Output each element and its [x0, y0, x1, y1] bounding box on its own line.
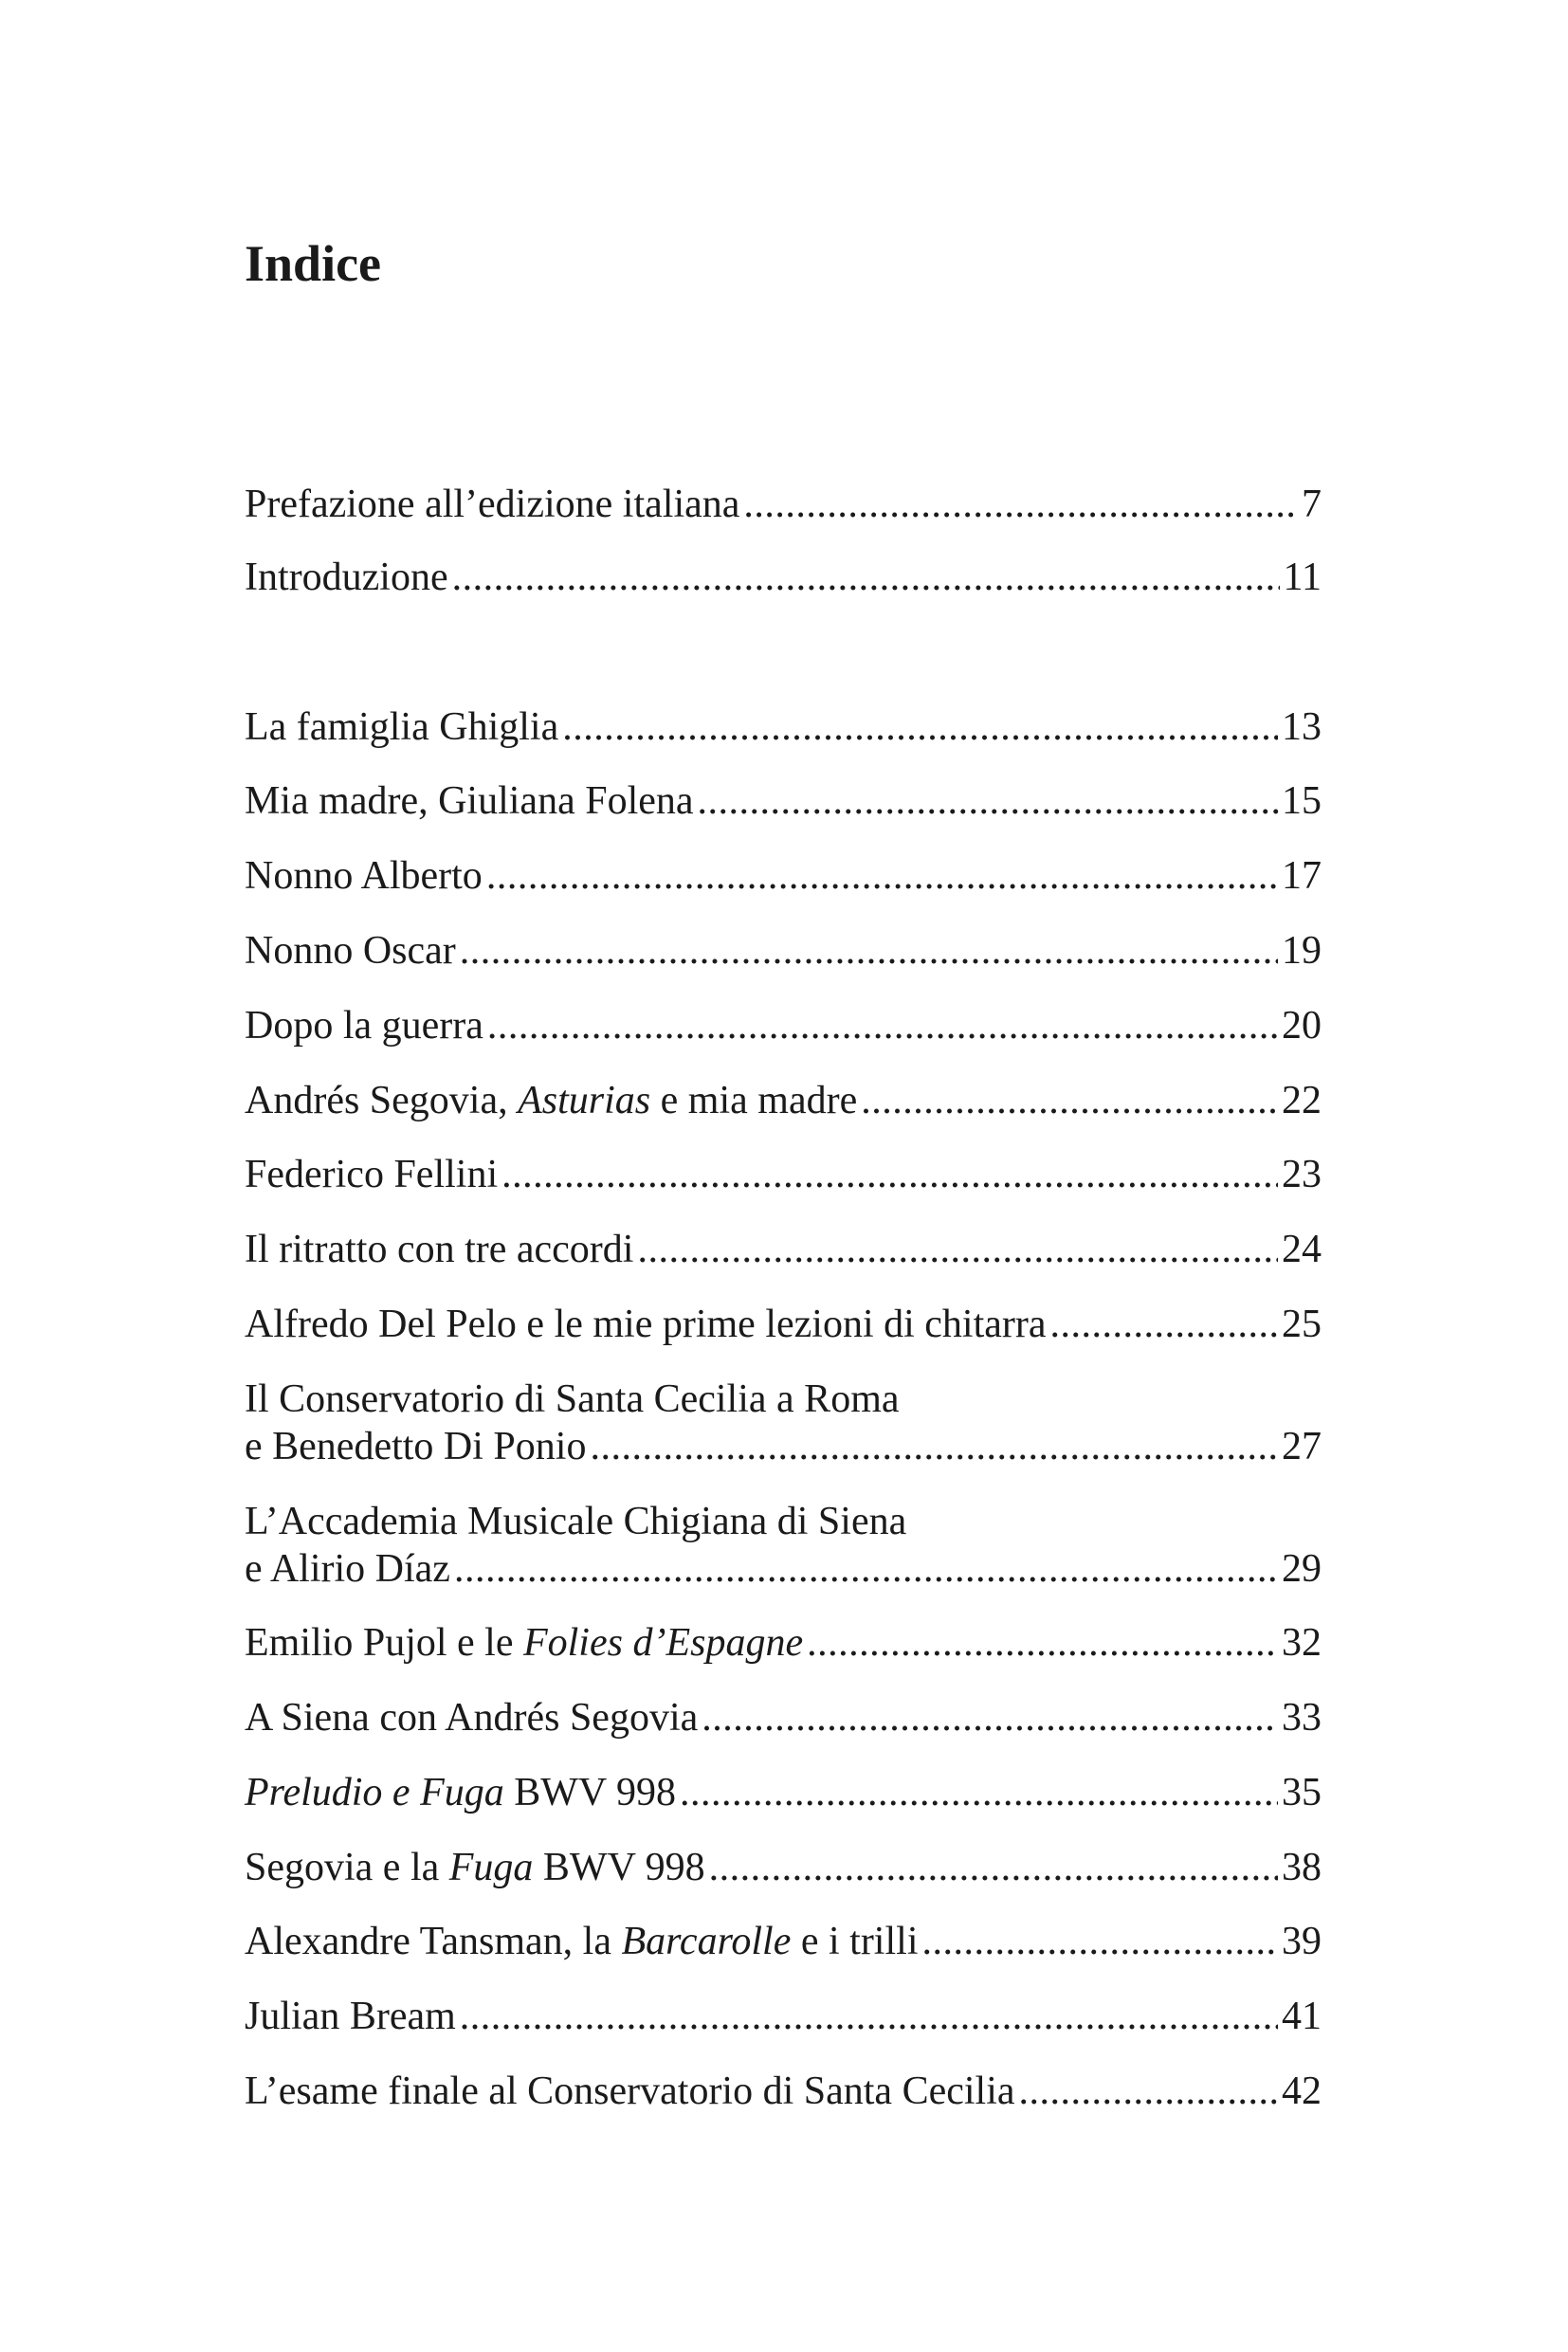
- toc-entry-siena-segovia: [245, 1694, 1322, 1741]
- toc-title-italic: Fuga: [420, 1771, 504, 1814]
- toc-entry-title-line: Il Conservatorio di Santa Cecilia a Roma: [245, 1377, 900, 1421]
- dot-leader: [452, 554, 1280, 601]
- toc-entry-esame-finale: [245, 2068, 1322, 2115]
- toc-entry-segovia-asturias: [245, 1077, 1322, 1124]
- dot-leader: [1019, 2068, 1278, 2115]
- toc-entry-page: 19: [1282, 929, 1322, 973]
- toc-entry-title: [245, 1769, 676, 1816]
- toc-entry-page: 42: [1282, 2069, 1322, 2113]
- toc-entry-nonno-oscar: [245, 927, 1322, 975]
- dot-leader: [501, 1151, 1278, 1198]
- toc-entry-page: 20: [1282, 1004, 1322, 1048]
- toc-title-italic: Fuga: [448, 1846, 534, 1889]
- toc-entry-title: Introduzione: [245, 556, 448, 599]
- dot-leader: [922, 1918, 1279, 1965]
- toc-title-part: Emilio Pujol e le: [245, 1621, 523, 1665]
- toc-entry-title: La famiglia Ghiglia: [245, 705, 559, 749]
- toc-title-part: e i trilli: [791, 1920, 919, 1963]
- toc-entry-title: Dopo la guerra: [245, 1004, 483, 1048]
- toc-entry-page: 35: [1282, 1771, 1322, 1814]
- dot-leader: [807, 1619, 1278, 1667]
- toc-entry-page: 24: [1282, 1228, 1322, 1271]
- toc-entry-title: Prefazione all’edizione italiana: [245, 483, 740, 526]
- toc-entry-title: A Siena con Andrés Segovia: [245, 1696, 699, 1740]
- toc-entry-prefazione: [245, 481, 1322, 528]
- dot-leader: [861, 1077, 1278, 1124]
- toc-title-italic: Preludio: [245, 1771, 383, 1814]
- toc-entry-page: 13: [1282, 705, 1322, 749]
- toc-entry-page: 33: [1282, 1696, 1322, 1740]
- dot-leader: [487, 1002, 1278, 1049]
- toc-entry-mia-madre: [245, 777, 1322, 825]
- toc-title-italic: e: [382, 1771, 421, 1814]
- toc-title-italic: Folies d’Espagne: [522, 1621, 804, 1665]
- toc-entry-title: Julian Bream: [245, 1995, 456, 2038]
- toc-entry-page: 22: [1282, 1079, 1322, 1122]
- toc-entry-pujol: [245, 1619, 1322, 1667]
- toc-entry-page: 27: [1282, 1425, 1322, 1468]
- toc-title-part: BWV 998: [503, 1771, 676, 1814]
- toc-title-part: Andrés Segovia,: [245, 1079, 519, 1122]
- dot-leader: [743, 481, 1298, 528]
- toc-entry-bream: [245, 1993, 1322, 2040]
- toc-entry-preludio-fuga: [245, 1769, 1322, 1816]
- dot-leader: [709, 1844, 1278, 1891]
- toc-entry-page: 25: [1282, 1303, 1322, 1346]
- toc-entry-title: [245, 1918, 919, 1965]
- toc-entry-page: 38: [1282, 1846, 1322, 1889]
- toc-entry-title: Mia madre, Giuliana Folena: [245, 779, 694, 823]
- dot-leader: [562, 703, 1278, 751]
- toc-entry-fellini: [245, 1151, 1322, 1198]
- toc-entry-nonno-alberto: [245, 852, 1322, 900]
- toc-entry-page: 41: [1282, 1995, 1322, 2038]
- toc-entry-dopo-la-guerra: [245, 1002, 1322, 1049]
- toc-title-part: Alexandre Tansman, la: [245, 1920, 622, 1963]
- toc-entry-title: [245, 1844, 705, 1891]
- dot-leader: [454, 1545, 1278, 1593]
- page-title: Indice: [245, 235, 382, 292]
- toc-entry-ritratto: [245, 1226, 1322, 1273]
- toc-title-italic: Asturias: [518, 1079, 651, 1122]
- toc-title-italic: Barcarolle: [621, 1920, 792, 1963]
- toc-entry-title: [245, 1077, 857, 1124]
- toc-entry-chigiana: [245, 1498, 1322, 1593]
- toc-entry-tansman: [245, 1918, 1322, 1965]
- dot-leader: [486, 852, 1278, 900]
- toc-entry-page: 15: [1282, 779, 1322, 823]
- toc-entry-del-pelo: [245, 1301, 1322, 1348]
- dot-leader: [460, 927, 1278, 975]
- toc-entry-segovia-fuga: [245, 1844, 1322, 1891]
- toc-title-part: e mia madre: [650, 1079, 858, 1122]
- toc-entry-page: 29: [1282, 1547, 1322, 1591]
- toc-entry-page: 23: [1282, 1153, 1322, 1196]
- dot-leader: [698, 777, 1278, 825]
- toc-entry-title: Nonno Alberto: [245, 854, 483, 898]
- toc-entry-page: 11: [1283, 556, 1322, 599]
- toc-entry-famiglia-ghiglia: [245, 703, 1322, 751]
- dot-leader: [680, 1769, 1278, 1816]
- toc-title-part: BWV 998: [533, 1846, 705, 1889]
- toc-entry-page: 7: [1302, 483, 1322, 526]
- toc-title-part: Segovia e la: [245, 1846, 449, 1889]
- toc-entry-title: L’esame finale al Conservatorio di Santa Cecilia: [245, 2069, 1015, 2113]
- dot-leader: [460, 1993, 1278, 2040]
- toc-entry-page: 17: [1282, 854, 1322, 898]
- toc-entry-introduzione: [245, 554, 1322, 601]
- toc-entry-title: e Benedetto Di Ponio: [245, 1425, 587, 1468]
- dot-leader: [1050, 1301, 1278, 1348]
- toc-entry-title: Il ritratto con tre accordi: [245, 1228, 634, 1271]
- toc-entry-title: e Alirio Díaz: [245, 1547, 450, 1591]
- dot-leader: [590, 1423, 1278, 1470]
- toc-entry-title: [245, 1619, 803, 1667]
- dot-leader: [702, 1694, 1278, 1741]
- toc-entry-title: Federico Fellini: [245, 1153, 499, 1196]
- toc-entry-title-line: L’Accademia Musicale Chigiana di Siena: [245, 1500, 907, 1543]
- toc-entry-page: 39: [1282, 1920, 1322, 1963]
- toc-entry-page: 32: [1282, 1621, 1322, 1665]
- toc-entry-title: Alfredo Del Pelo e le mie prime lezioni di chitarra: [245, 1303, 1047, 1346]
- dot-leader: [637, 1226, 1278, 1273]
- toc-entry-title: Nonno Oscar: [245, 929, 456, 973]
- toc-entry-conservatorio-roma: [245, 1376, 1322, 1470]
